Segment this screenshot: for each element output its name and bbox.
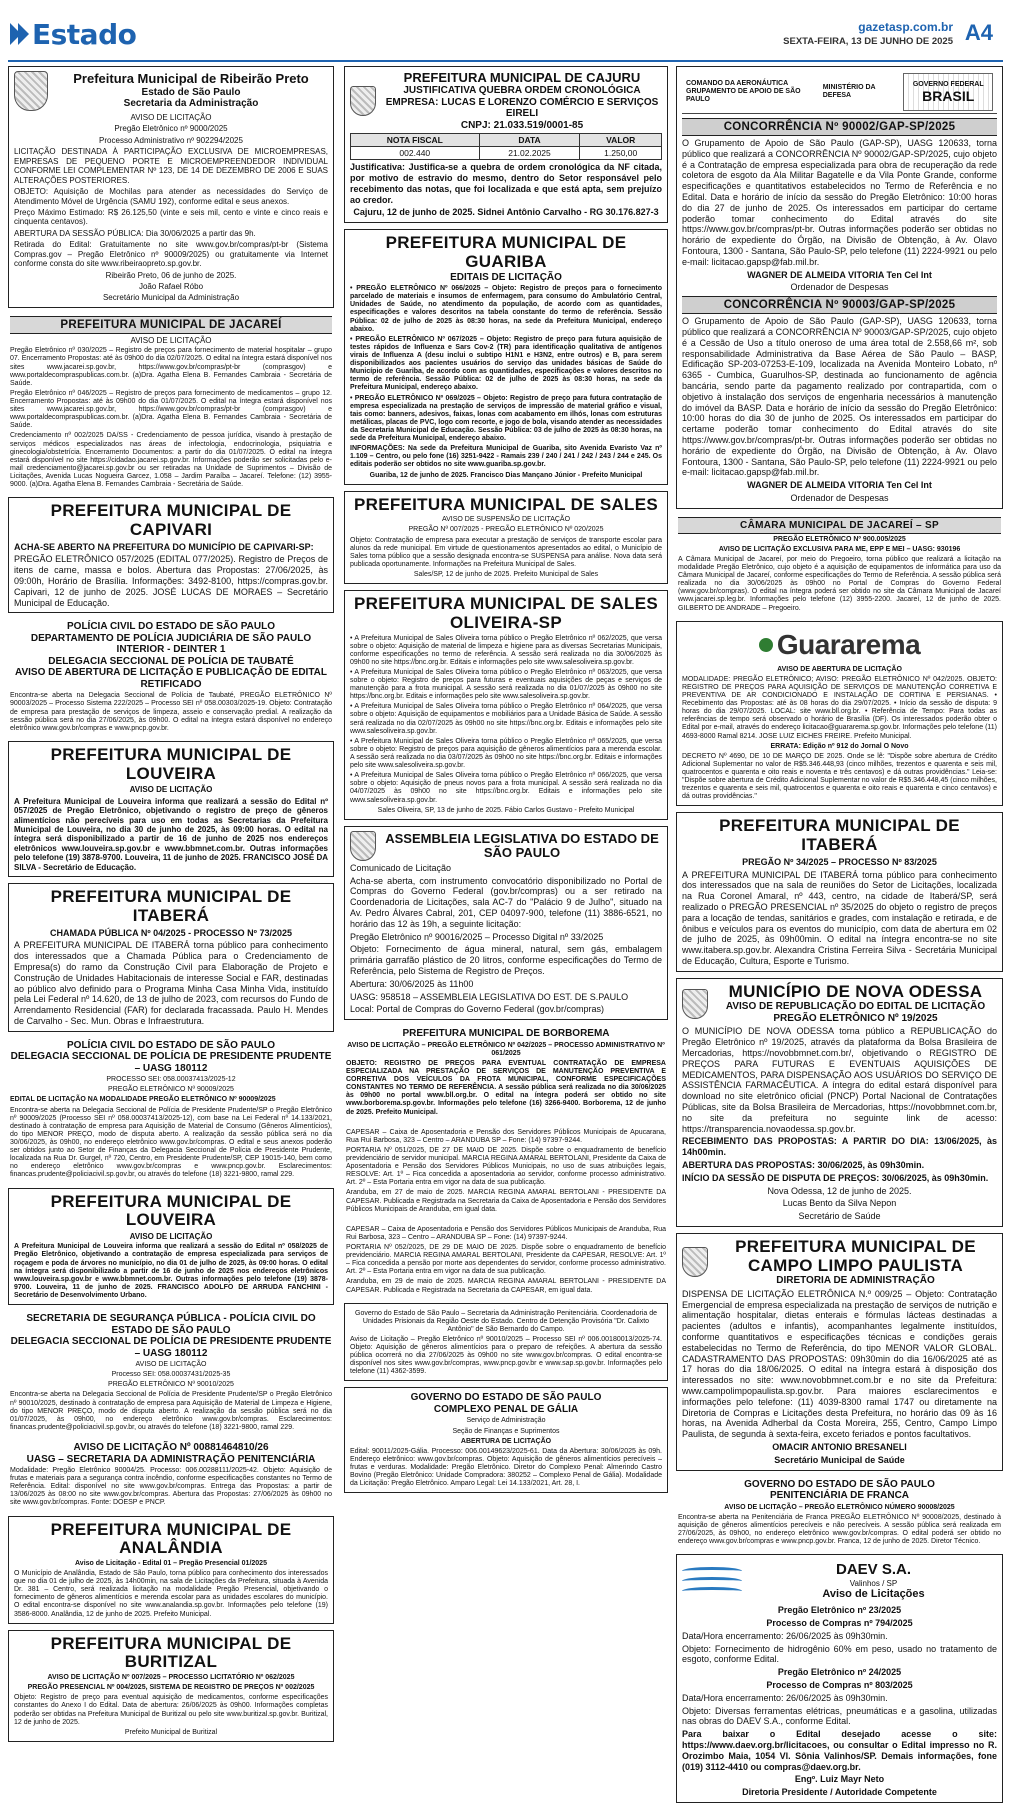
ad-complexo-galia [344,1387,668,1493]
ad-subtitle: EMPRESA: LUCAS E LORENZO COMÉRCIO E SERVIÇOS EIRELI [385,96,659,120]
column-1 [8,66,334,1748]
ad-title: POLÍCIA CIVIL DO ESTADO DE SÃO PAULO [67,621,275,633]
ad-text: Objeto: Fornecimento de hidrogênio 60% em peso, usado no tratamento de esgoto, conforme Edital. [682,1643,997,1665]
ad-text: Seção de Finanças e Suprimentos [452,1427,560,1435]
ad-title: PREFEITURA MUNICIPAL DE ANALÂNDIA [50,1519,292,1558]
ad-title: MUNICÍPIO DE NOVA ODESSA [728,981,983,1001]
ad-text: OMACIR ANTONIO BRESANELI [772,1442,907,1453]
ad-subtitle: AVISO DE LICITAÇÃO EXCLUSIVA PARA ME, EPP E MEI – UASG: 930196 [718,545,961,553]
ad-notice: AVISO DE LICITAÇÃO [129,1231,213,1241]
ad-title: PREFEITURA MUNICIPAL DE CAMPO LIMPO PAULISTA [735,1237,976,1275]
ad-text: A PREFEITURA MUNICIPAL DE ITABERÁ torna público para conhecimento dos interessados que na sala de reuniões do Setor de Licitações, localizada na Rua Coronel Amaral, nº 443, centro, na cidade de Itaberá/SP, será realizado o PREGÃO PRESENCIAL nº 35/2025 do objeto o registro de preços para a locação de tendas, sanitários e grades, com instalação e retirada, e de ônibus e veículos para os eventos do município, com data de abertura em 02 de julho de 2025, às 09h00min. O edital na íntegra encontra-se no site www.itabera.sp.gov.br. Alexandra Cristina Ferreira Silva - Secretária Municipal de Educação, Cultura, Esporte e Turismo. [682,869,997,966]
ad-subtitle: PREGÃO Nº 34/2025 – PROCESSO Nº 83/2025 [742,856,937,867]
cajuru-crest-icon [350,86,376,116]
ad-text: PREGÃO ELETRÔNICO 057/2025 (EDITAL 077/2025). Registro de Preços de itens de carne, massa e bolos. Abertura das Propostas: 27/06/2025, às 09:00h, Horário de Brasília. Informações: 3492-8100, https://compras.gov.br. Capivari, 12 de junho de 2025. JOSÉ LUCAS DE MORAES – Secretário Municipal de Educação. [14,554,328,608]
ad-guararema [676,621,1003,807]
ad-text: Processo SEI: 058.00037431/2025-35 [111,1371,231,1379]
daev-logo-icon [682,1559,742,1603]
ad-text: Local: Portal de Compras do Governo Federal (gov.br/compras) [350,1004,604,1015]
ad-text: WAGNER DE ALMEIDA VITORIA Ten Cel Int [747,269,932,280]
ad-text: Guariba, 12 de junho de 2025. Francisco Dias Mançano Júnior - Prefeito Municipal [369,471,643,479]
ad-text: Data/Hora encerramento: 26/06/2025 às 09h30min. [682,1630,888,1641]
ad-penitenciaria [8,1440,334,1510]
ad-subtitle: Pregão Eletrônico nº 24/2025 [777,1667,902,1678]
ad-title: PREFEITURA MUNICIPAL DE SALES [353,494,659,514]
ad-title: CONCORRÊNCIA Nº 90003/GAP-SP/2025 [682,296,997,314]
table-cell: 21.02.2025 [479,147,580,160]
ad-subtitle: COMPLEXO PENAL DE GÁLIA [433,1403,579,1415]
ad-notice: AVISO DE LICITAÇÃO [130,113,212,122]
masthead [0,0,1011,58]
ad-capivari [8,497,334,613]
ad-itabera-1 [8,883,334,1032]
ad-subtitle: AVISO DE REPUBLICAÇÃO DO EDITAL DE LICITAÇÃO [725,1001,986,1013]
ad-louveira-2 [8,1188,334,1306]
ad-title: ASSEMBLEIA LEGISLATIVA DO ESTADO DE SÃO PAULO [385,830,659,860]
ad-text: A Prefeitura Municipal de Louveira informa que realizará a sessão do Edital nº 057/2025 de Pregão Eletrônico, objetivando o registro de preço de gêneros alimentícios não perecíveis para uso em todas as Secretarias da Prefeitura Municipal de Louveira, no dia 30 de junho de 2025, às 09:00 horas. O edital na íntegra será disponibilizado a partir de 16 de junho de 2025 nos endereços eletrônicos www.louveira.sp.gov.br e www.bbmnet.com.br. Outras informações pelo telefone (19) 3878-9700. Louveira, 11 de junho de 2025. FRANCISCO JOSÉ DA SILVA - Secretário de Educação. [14,796,328,872]
ad-text: Edital: 90011/2025-Gália. Processo: 006.00149623/2025-61. Data da Abertura: 30/06/2025 às 09h. Endereço eletrônico: www.gov.br/compras. Objeto: Aquisição de gêneros alimentícios perecíveis – frutas e verduras. Modalidade: Pregão Eletrônico. Diretor do Complexo Penal: Almerindo Castro Bovino (Pregão Eletrônico: Unidade Compradora: 380252 – Complexo Penal de Gália). Modalidade da Licitação: Pregão Eletrônico. Amparo Legal: Lei 14.133/2021, Art. 28, I. [350,1447,662,1488]
ad-text: Aviso de Licitação – Pregão Eletrônico nº 90010/2025 – Processo SEI nº 006.00180013/2025-74. Objeto: Aquisição de gêneros alimentícios para o preparo de refeições. A abertura da sessão pública ocorrerá no dia 27/06/2025 às 09h00 no site www.gov.br/compras. O edital encontra-se disponível nos sites www.gov.br/compras, www.pncp.gov.br e www.sap.sp.gov.br. Informações pelo telefone (11) 4362-3599. [350,1335,662,1376]
ad-subtitle: Secretaria da Administração [123,98,259,110]
ad-text: • A Prefeitura Municipal de Sales Oliveira torna público o Pregão Eletrônico nº 065/2025, que versa sobre o objeto: Registro de preços para aquisição de gêneros alimentícios para a merenda escolar. A sessão será realizada no dia 03/07/2025 às 09h00 no site https://bnc.org.br. Editais e informações pelo site www.salesoliveira.sp.gov.br. [350,737,662,770]
ad-subtitle: Pregão Eletrônico nº 23/2025 [777,1605,902,1616]
ad-text: Preço Máximo Estimado: R$ 26.125,50 (vinte e seis mil, cento e vinte e cinco reais e cinquenta centavos). [14,207,328,227]
ad-title: GOVERNO DO ESTADO DE SÃO PAULO [744,1478,935,1490]
ad-text: EDITAL DE LICITAÇÃO NA MODALIDADE PREGÃO ELETRÔNICO Nº 90009/2025 [10,1096,276,1104]
ad-title: Prefeitura Municipal de Ribeirão Preto [73,71,309,87]
ad-text: Diretoria Presidente / Autoridade Competente [742,1787,937,1798]
ad-text: INFORMAÇÕES: Na sede da Prefeitura Municipal de Guariba, sito Avenida Evaristo Vaz nº 1.109 – Centro, ou pelo fone (16) 3251-9422 - Ramais 239 / 240 / 241 / 242 / 243 / 244 e 245. Os editais poderão ser obtidos no site www.guariba.sp.gov.br. [350,445,662,469]
ad-text: O Município de Analândia, Estado de São Paulo, torna público para conhecimento dos interessados que no dia 01 de julho de 2025, às 14h00min, na sala de Licitações da Prefeitura, situada à Avenida Dr. 381 – Centro, será realizada licitação na modalidade Pregão Presencial, objetivando o fornecimento de gêneros alimentícios e merenda escolar para as unidades escolares do município. O edital encontra-se disponível no site www.analandia.sp.gov.br. Informações pelo telefone (19) 3586-8000. Analândia, 12 de junho de 2025. Prefeito Municipal. [14,1570,328,1618]
ad-text: Encontra-se aberta na Penitenciária de Franca PREGÃO ELETRÔNICO Nº 90008/2025, destinado à aquisição de gêneros alimentícios perecíveis e não perecíveis. A sessão pública será realizada em 27/06/2025, às 09h00, no endereço eletrônico www.gov.br/compras. O edital poderá ser obtido no endereço www.gov.br/compras e www.pncp.gov.br. Franca, 12 de junho de 2025. Diretor Técnico. [678,1513,1001,1546]
ad-text: Objeto: Contratação de empresa para executar a prestação de serviços de transporte escolar para alunos da rede municipal. Em virtude de questionamentos apresentados ao edital, o Município de Sales torna público que a sessão designada encontra-se SUSPENSA para análise. Nova data será publicada oportunamente. Informações na Prefeitura Municipal de Sales. [350,536,662,568]
ad-subtitle: DELEGACIA SECCIONAL DE POLÍCIA DE PRESIDENTE PRUDENTE – UASG 180112 [10,1051,332,1074]
ad-text: • A Prefeitura Municipal de Sales Oliveira torna público o Pregão Eletrônico nº 066/2025, que versa sobre o objeto: Aquisição de pneus novos para a frota municipal. A sessão será realizada no dia 04/07/2025 às 09h00 no site https://bnc.org.br. Editais e informações pelo site www.salesoliveira.sp.gov.br. [350,772,662,804]
ad-subtitle: PREGÃO ELETRÔNICO Nº 900.005/2025 [773,535,906,543]
ad-title: PREFEITURA MUNICIPAL DE LOUVEIRA [50,744,292,783]
defesa-logos [682,71,997,114]
ad-subtitle: AVISO DE LICITAÇÃO – PREGÃO ELETRÔNICO NÚMERO 90008/2025 [724,1503,955,1511]
ad-capesar-2 [344,1222,668,1297]
ad-text: ABERTURA DAS PROPOSTAS: 30/06/2025, às 09h30min. [682,1160,925,1171]
ad-text: O Grupamento de Apoio de São Paulo (GAP-SP), UASG 120633, torna público que realizará a CONCORRÊNCIA Nº 90002/GAP-SP/2025, cujo objeto é a Contratação de empresa especializada para obra de recuperação da rede coletora de esgoto da Ala Militar Bagatelle e da Vila Ponte Grande, conforme especificações e quantitativos estabelecidos no Termo de Referência e no Edital. Data e horário de início da sessão do Pregão Eletrônico: 10:00 horas do dia 27 de junho de 2025. Os interessados em participar do certame poderão tomar conhecimento do Edital através do site https://www.gov.br/compras/pt-br. Outras informações poderão ser obtidas no horário de expediente do Órgão, na Divisão de Obtenção, à Av. Olavo Fontoura, 1300 - Santana, São Paulo-SP, pelo telefone (11) 2224-9921 ou pelo e-mail: licitacao.gapsp@fab.mil.br. [682,138,997,267]
ad-text: Encontra-se aberta na Delegacia Seccional de Polícia de Presidente Prudente/SP o Pregão Eletrônico nº 90010/2025, destinado à contratação de empresa para Aquisição de Material de Limpeza e Higiene, do tipo MENOR PREÇO, modo de disputa aberto. A realização da sessão pública será no dia 01/07/2025, às 09h00, no endereço eletrônico www.gov.br/compras. Esclarecimentos: financas.prudente@policiacivil.sp.gov.br, ou através do telefone (18) 3221-9800, ramal 229. [10,1391,332,1431]
ad-text: Para baixar o Edital desejado acesse o site: https://www.daev.org.br/licitacoes, ou consultar o Edital impresso no R. Orozimbo Maia, 1054 Vl. Sônia Valinhos/SP. Demais informações, fone (019) 3112-4410 ou compras@daev.org.br. [682,1729,997,1772]
ad-subtitle: UASG – SECRETARIA DA ADMINISTRAÇÃO PENITENCIÁRIA [26,1453,316,1465]
campo-limpo-crest-icon [682,1247,708,1277]
section-flag [10,18,136,50]
ad-text: Justificativa: Justifica-se a quebra de ordem cronológica da NF citada, por motivo de estravio do mesmo, dentro do Setor responsável pelo recebimento das notas, que foi localizada e que está apta, sem prejuízo ao credor. [350,162,662,205]
ad-presidente-prudente-2 [8,1311,334,1434]
ad-text: Data/Hora encerramento: 26/06/2025 às 09h30min. [682,1692,888,1703]
ad-cajuru [344,66,668,223]
ad-text: Cajuru, 12 de junho de 2025. Sidnei Antônio Carvalho - RG 30.176.827-3 [353,207,659,218]
governo-federal-logo-icon: GOVERNO FEDERAL BRASIL [903,73,993,111]
ad-sales [344,491,668,584]
ad-buritizal [8,1630,334,1742]
table-header: DATA [479,134,580,147]
ad-subtitle: Valinhos / SP [849,1578,898,1588]
ad-camara-jacarei [676,515,1003,615]
ad-subtitle: CNPJ: 21.033.519/0001-85 [460,119,584,131]
ad-subtitle: AVISO DE ABERTURA DE LICITAÇÃO E PUBLICAÇÃO DE EDITAL RETIFICADO [14,667,328,690]
ad-text: • A Prefeitura Municipal de Sales Oliveira torna público o Pregão Eletrônico nº 064/2025, que versa sobre o objeto: Aquisição de equipamentos e mobiliários para a Unidade Básica de Saúde. A sessão será realizada no dia 02/07/2025 às 09h00 no site https://bnc.org.br. Editais e informações pelo site www.salesoliveira.sp.gov.br. [350,703,662,735]
ad-notice: AVISO DE LICITAÇÃO [130,335,212,345]
ad-text: Modalidade: Pregão Eletrônico 90004/25. Processo: 006.00288111/2025-42. Objeto: Aquisição de frutas e materiais para a segurança contra incêndio, conforme especificações constantes no Termo de Referência. Edital: disponível no site www.gov.br/compras. Entrega das Propostas: a partir de 13/06/2025 às 08:00 no site www.gov.br/compras. Abertura das Propostas: 27/06/2025 às 09h00 no site www.gov.br/compras. Fonte: DOESP e PNCP. [10,1467,332,1507]
ad-notice: AVISO DE ABERTURA DE LICITAÇÃO [777,665,902,673]
ad-text: A Prefeitura Municipal de Louveira informa que realizará a sessão do Edital nº 058/2025 de Pregão Eletrônico, objetivando a contratação de empresa especializada para serviços de roçagem e poda de árvores no município, no dia 01 de julho de 2025, às 09:00 horas. O edital na íntegra será disponibilizado a partir de 16 de junho de 2025 nos endereços eletrônicos www.louveira.sp.gov.br e www.bbmnet.com.br. Outras informações pelo telefone (19) 3878-9700. Louveira, 11 de junho de 2025. FRANCISCO ADOLFO DE ARRUDA FANCHINI - Secretário de Desenvolvimento Urbano. [14,1243,328,1300]
ad-title: POLÍCIA CIVIL DO ESTADO DE SÃO PAULO [67,1039,275,1051]
ad-subtitle: Processo de Compras nº 794/2025 [766,1617,913,1628]
ad-ribeirao-preto [8,66,334,308]
ad-presidente-prudente-1 [8,1038,334,1182]
ad-subtitle: PREGÃO ELETRÔNICO Nº 19/2025 [773,1012,938,1024]
ad-title: PREFEITURA MUNICIPAL DE BORBOREMA [402,1028,610,1040]
ad-subtitle: EDITAIS DE LICITAÇÃO [450,271,562,283]
ad-daev [676,1554,1003,1803]
org-name: MINISTÉRIO DA DEFESA [822,84,876,99]
column-2 [344,66,668,1499]
ad-notice: AVISO DE LICITAÇÃO [129,785,213,795]
ad-subtitle: ERRATA: Edição nº 912 do Jornal O Novo [770,742,909,750]
ad-guariba [344,229,668,484]
ad-text: Acha-se aberta, com instrumento convocatório disponibilizado no Portal de Compras do Governo Federal (gov.br/compras) ou a ser retirado na Coordenadoria de Licitações, sala AC-7 do "Palácio 9 de Julho", situado na Av. Pedro Álvares Cabral, 201, CEP 04097-900, telefone (11) 3886-6521, no horário das 12 às 19h, a seguinte licitação: [350,875,662,929]
ad-assembleia [344,826,668,1020]
ad-text: Ribeirão Preto, 06 de junho de 2025. [105,270,237,280]
ad-title: PREFEITURA MUNICIPAL DE ITABERÁ [719,816,960,855]
ad-text: ABERTURA DA SESSÃO PÚBLICA: Dia 30/06/2025 a partir das 9h. [14,228,256,238]
ad-subtitle: PREGÃO Nº 007/2025 - PREGÃO ELETRÔNICO Nº 020/2025 [408,526,604,534]
ad-text: Comunicado de Licitação [350,862,452,873]
ad-text: O Grupamento de Apoio de São Paulo (GAP-SP), UASG 120633, torna público que realizará a CONCORRÊNCIA Nº 90003/GAP-SP/2025, cujo objeto é a Cessão de Uso a título oneroso de uma área total de 2.558,66 m², sob responsabilidade Administrativa da Base Aérea de São Paulo – BASP, Edificação SP-203-07253-E-109, localizada na Avenida Monteiro Lobato, nº 6365 - Cumbica, Guarulhos-SP, destinada ao funcionamento de agência bancária, sendo parte da pagamento realizado por contrapartida, com o objetivo à instalação dos serviços de engenharia necessários à manutenção do imóvel da BASP. Data e horário de início da sessão do Pregão Eletrônico: 10:00 horas do dia 30 de junho de 2025. Os interessados em participar do certame poderão tomar conhecimento do Edital através do site https://www.gov.br/compras/pt-br. Outras informações poderão ser obtidas no horário de expediente do Órgão, na Divisão de Obtenção, à Av. Olavo Fontoura, 1300 - Santana, São Paulo-SP, pelo telefone (11) 2224-9921 ou pelo e-mail: licitacao.gapsp@fab.mil.br. [682,316,997,478]
ad-itabera-2 [676,812,1003,971]
ad-title: PREFEITURA MUNICIPAL DE ITABERÁ [50,887,292,925]
ad-policia-taubate [8,619,334,735]
ad-text: PREGÃO ELETRÔNICO Nº 90010/2025 [108,1381,234,1389]
ad-text: INÍCIO DA SESSÃO DE DISPUTA DE PREÇOS: 30/06/2025, às 09h30min. [682,1172,989,1183]
ad-text: UASG: 958518 – ASSEMBLEIA LEGISLATIVA DO EST. DE S.PAULO [350,991,629,1002]
site-url[interactable]: gazetasp.com.br [858,20,953,34]
ad-text: A Câmara Municipal de Jacareí, por meio do Pregoeiro, torna público que realizará a licitação na modalidade Pregão Eletrônico, cujo objeto é a aquisição de equipamentos de informática para uso da Câmara Municipal de Jacareí, conforme especificações do Termo de Referência. A sessão pública será realizada no dia 30/06/2025 às 09h00 no Portal de Compras do Governo Federal (www.gov.br/compras). O edital na íntegra poderá ser obtido no site da Câmara Municipal de Jacareí www.jacarei.sp.leg.br. Informações pelo telefone (12) 3955-2200. Jacareí, 12 de junho de 2025. GILBERTO DE ANDRADE – Pregoeiro. [678,555,1001,612]
ad-cdp-sao-bernardo [344,1303,668,1382]
ad-title: PREFEITURA MUNICIPAL DE CAJURU [403,70,641,85]
ad-notice: AVISO DE LICITAÇÃO [135,1361,207,1369]
ad-text: • PREGÃO ELETRÔNICO Nº 069/2025 – Objeto: Registro de preço para futura contratação de empresa especializada na prestação de serviços de impressão de material gráfico e visual, tais como: banners, adesivos, faixas, lonas com acabamento em ilhós, lonas com estruturas metálicas, placas de PVC, logo com recorte, e jogo de bola, visando atender as necessidades da Secretaria Municipal de Educação. Sessão Pública: 03 de julho de 2025 às 08:30 horas, na sede da Prefeitura Municipal, endereço abaixo. [350,394,662,443]
ad-subtitle: Processo de Compras nº 803/2025 [766,1679,913,1690]
ad-text: PROCESSO SEI: 058.00037413/2025-12 [106,1076,236,1084]
ad-subtitle: PREGÃO PRESENCIAL Nº 004/2025, SISTEMA DE REGISTRO DE PREÇOS Nº 002/2025 [27,1684,315,1692]
ribeirao-crest-icon [14,71,48,111]
ad-text: Aranduba, em 27 de maio de 2025. MARCIA REGINA AMARAL BERTOLANI - PRESIDENTE DA CAPESAR. Publicada e Registrada na Secretaria da Caixa de Aposentadoria e Pensão dos Servidores Públicos Municipais de Aranduba, em igual data. [346,1189,666,1213]
ad-notice: Aviso de Licitações [822,1587,925,1600]
ad-title: CONCORRÊNCIA Nº 90002/GAP-SP/2025 [682,118,997,136]
ad-borborema [344,1026,668,1118]
ad-text: Credenciamento nº 002/2025 DA/SS - Credenciamento de pessoa jurídica, visando à prestação de serviços médicos especializados nas áreas de infectologia, endocrinologia, psiquiatria e ginecologia/obstetrícia. Encerramento Documentos: a partir do dia 01/07/2025. O edital na íntegra estará disponível no site https://cidadao.jacarei.sp.gov.br. Informações poderão ser solicitadas pelo e-mail credenciamento@jacarei.sp.gov.br ou ser retiradas na Unidade de Suprimentos – Divisão de Licitações, Avenida Lucas Nogueira Garcez, 1.058 – Jardim Paraíba – Jacareí. Telefone: (12) 3955-9000. (a)Dra. Agatha Elena B. Fernandes Cambraia - Secretária de Saúde. [10,432,332,489]
ad-text: Nova Odessa, 12 de junho de 2025. [767,1185,912,1196]
ad-subtitle: PENITENCIÁRIA DE FRANCA [769,1490,910,1502]
ad-title: PREFEITURA MUNICIPAL DE LOUVEIRA [50,1191,292,1230]
ad-capesar-1 [344,1125,668,1216]
issue-date: SEXTA-FEIRA, 13 DE JUNHO DE 2025 [783,36,953,47]
table-row [351,147,662,160]
ad-defesa-gapsp [676,66,1003,509]
ad-title: CÂMARA MUNICIPAL DE JACAREÍ – SP [678,517,1001,534]
ad-text: LICITAÇÃO DESTINADA À PARTICIPAÇÃO EXCLUSIVA DE MICROEMPRESAS, EMPRESAS DE PEQUENO PORTE E MICROEMPREENDEDOR INDIVIDUAL CONFORME LEI COMPLEMENTAR Nº 123, DE 14 DE DEZEMBRO DE 2006 E SUAS ALTERAÇÕES POSTERIORES. [14,147,328,185]
ad-subtitle: AVISO DE LICITAÇÃO – PREGÃO ELETRÔNICO Nº 042/2025 – PROCESSO ADMINISTRATIVO Nº 061/2025 [347,1041,665,1057]
ad-analandia [8,1516,334,1624]
ad-text: Encontra-se aberta na Delegacia Seccional de Polícia de Taubaté, PREGÃO ELETRÔNICO Nº 90003/2025 – Processo Sistema 222/2025 – Processo SEI nº 058.00303/2025-19. Objeto: Contratação de empresa para prestação de serviços de limpeza, asseio e conservação predial. A realização da sessão pública será no dia 27/06/2025, às 09h00. O edital na íntegra estará disponível no endereço eletrônico www.gov.br/compras e www.pncp.gov.br. [10,692,332,732]
ad-louveira-1 [8,741,334,877]
ad-text: Aranduba, em 29 de maio de 2025. MARCIA REGINA AMARAL BERTOLANI - PRESIDENTE DA CAPESAR. Publicada e Registrada na Secretaria da CAPESAR, em igual data. [346,1278,666,1294]
table-cell: 1.250,00 [580,147,662,160]
ad-text: PORTARIA Nº 051/2025, DE 27 DE MAIO DE 2025. Dispõe sobre o enquadramento de benefício previdenciário de servidor municipal. MARCIA REGINA AMARAL BERTOLANI, Presidente da Caixa de Aposentadoria e Pensão dos Servidores Públicos Municipais, no uso de suas atribuições legais, RESOLVE: Art. 1º – Fica concedida a aposentadoria ao servidor, conforme processo administrativo. Art. 2º – Esta Portaria entra em vigor na data de sua publicação. [346,1146,666,1187]
column-3 [676,66,1003,1809]
ad-text: • PREGÃO ELETRÔNICO Nº 067/2025 – Objeto: Registro de preço para futura aquisição de testes rápidos de Influenza e Sars Cov-2 (TR) para identificação qualitativa de antígenos virais de Influenza A (desu inclui o subtipo H1N1 e H3N2, entre outros) e B, para serem disponibilizados aos pacientes usuários do serviço das unidades básicas de Saúde do Município de Guariba, de acordo com as quantidades, especificações e valores descritos no termo de referência. Sessão Pública: 02 de julho de 2025 às 08:30 horas, na sede da Prefeitura Municipal, endereço abaixo. [350,335,662,392]
section-title: Estado [32,17,137,51]
ad-text: João Rafael Róbo [138,282,204,291]
ad-text: Secretário de Saúde [798,1211,881,1222]
ad-text: Governo do Estado de São Paulo – Secretaria da Administração Penitenciária. Coordenadoria de Unidades Prisionais da Região Oeste do Estado. Centro de Detenção Provisória "Dr. Calixto Antônio" de São Bernardo do Campo. [355,1309,657,1333]
ad-text: Objeto: Fornecimento de água mineral, natural, sem gás, embalagem primária garrafão plástico de 20 litros, conforme especificações do Termo de Referência, pelo Sistema de Registro de Preços. [350,944,662,976]
ad-campo-limpo [676,1233,1003,1471]
ad-text: Engº. Luiz Mayr Neto [794,1774,885,1785]
ad-sales-oliveira [344,590,668,820]
ad-text: Pregão Eletrônico nº 030/2025 – Registro de preços para fornecimento de material hospitalar – grupo 07. Encerramento Propostas: até às 09h00 do dia 02/07/2025. O edital na íntegra estará disponível nos sites www.jacarei.sp.gov.br, https://www.gov.br/compras/pt-br (comprasgov) e www.portaldecompraspublicas.com.br. (a)Dra. Agatha Elena B. Fernandes Cambraia - Secretária de Saúde. [10,347,332,387]
ad-penitenciaria-franca [676,1477,1003,1549]
ad-text: Abertura: 30/06/2025 às 11h00 [350,978,474,989]
ad-subtitle: JUSTIFICATIVA QUEBRA ORDEM CRONOLÓGICA [403,85,641,97]
ad-title: PREFEITURA MUNICIPAL DE SALES OLIVEIRA-SP [353,594,659,632]
ad-title: GOVERNO DO ESTADO DE SÃO PAULO [410,1392,602,1404]
ad-text: CAPESAR – Caixa de Aposentadoria e Pensão dos Servidores Públicos Municipais de Aranduba, Rua Rui Barbosa, 323 – Centro – ARANDUBA SP – Fone: (14) 97397-9244. [346,1225,666,1241]
guararema-logo-icon: Guararema [682,626,997,664]
ad-subtitle: Estado de São Paulo [141,86,241,98]
ad-text: Objeto: Diversas ferramentas elétricas, pneumáticas e a gasolina, utilizadas nas obras do DAEV S.A., conforme Edital. [682,1705,997,1727]
ad-text: Pregão Eletrônico nº 046/2025 – Registro de preços para fornecimento de medicamentos – grupo 12. Encerramento Propostas: até às 09h00 do dia 01/07/2025. O edital na íntegra estará disponível nos sites www.jacarei.sp.gov.br, https://www.gov.br/compras/pt-br (comprasgov) e www.portaldecompraspublicas.com.br. (a)Dra. Agatha Elena B. Fernandes Cambraia - Secretária de Saúde. [10,389,332,430]
table-cell: 002.440 [351,147,480,160]
ad-text: Secretário Municipal da Administração [102,293,240,303]
ad-subtitle: CHAMADA PÚBLICA Nº 04/2025 - PROCESSO Nº 73/2025 [50,927,292,938]
ad-text: WAGNER DE ALMEIDA VITORIA Ten Cel Int [747,480,932,491]
ad-subtitle: DEPARTAMENTO DE POLÍCIA JUDICIÁRIA DE SÃO PAULO INTERIOR - DEINTER 1 [30,632,312,656]
ad-title: AVISO DE LICITAÇÃO Nº 00881464810/26 [73,1442,269,1453]
header-rule [8,60,1003,62]
ad-text: Sales/SP, 12 de junho de 2025. Prefeito Municipal de Sales [413,571,599,579]
ad-text: Ordenador de Despesas [790,282,889,293]
ad-text: OBJETO: REGISTRO DE PREÇOS PARA EVENTUAL CONTRATAÇÃO DE EMPRESA ESPECIALIZADA NA PRESTAÇÃO DE SERVIÇOS DE MANUTENÇÃO PREVENTIVA E CORRETIVA DOS VEÍCULOS DA FROTA MUNICIPAL, CONFORME ESPECIFICAÇÕES CONSTANTES NO TERMO DE REFERÊNCIA. A sessão pública será realizada no dia 30/06/2025 às 09h00 no portal www.bll.org.br. O edital na íntegra poderá ser obtido no site www.borborema.sp.gov.br. Informações pelo telefone (16) 3266-9400. Borborema, 12 de junho de 2025. Prefeito Municipal. [346,1059,666,1116]
ad-text: PREGÃO ELETRÔNICO Nº 90009/2025 [108,1086,234,1094]
ad-subtitle: AVISO DE SUSPENSÃO DE LICITAÇÃO [441,516,571,524]
ad-text: Objeto: Registro de preço para eventual aquisição de medicamentos, conforme especificações constantes do Anexo I do Edital. Data de abertura: 26/06/2025 às 09h00. Informações completas poderão ser obtidas na Prefeitura Municipal de Buritizal ou pelo site www.buritizal.sp.gov.br. Buritizal, 12 de junho de 2025. [14,1694,328,1726]
ad-text: Ordenador de Despesas [790,492,889,503]
ad-text: O MUNICÍPIO DE NOVA ODESSA torna público a REPUBLICAÇÃO do Pregão Eletrônico nº 19/2025, através da plataforma da Bolsa Brasileira de Mercadorias, https://novobbmnet.com.br/, objetivando o REGISTRO DE PREÇOS PARA FUTURAS E EVENTUAIS AQUISIÇÕES DE MEDICAMENTOS, PARA DISPENSAÇÃO AOS USUÁRIOS DO SERVIÇO DE ASSISTÊNCIA FARMACÊUTICA. A íntegra do edital estará disponível para download no site eletrônico oficial (PNCP) Portal Nacional de Contratações Públicas, site da Bolsa Brasileira de Mercadorias, https://novobbmnet.com.br, no site da prefeitura no seguinte link de acesso: https://transparencia.novaodessa.sp.gov.br. [682,1026,997,1134]
alesp-crest-icon [350,831,376,861]
ad-text: Lucas Bento da Silva Nepon [782,1198,897,1209]
ad-text: Secretário Municipal de Saúde [774,1454,905,1465]
ad-text: Retirada do Edital: Gratuitamente no site www.gov.br/compras/pt-br (Sistema Compras.gov – Pregão Eletrônico nº 90009/2025) ou gratuitamente via Internet conforme consta do site www.ribeiraopreto.sp.gov.br. [14,240,328,269]
ad-title: PREFEITURA MUNICIPAL DE JACAREÍ [10,316,332,334]
ad-text: OBJETO: Aquisição de Mochilas para atender as necessidades do Serviço de Atendimento Móvel de Urgência (SAMU 192), conforme edital e seus anexos. [14,187,328,206]
ad-title: SECRETARIA DE SEGURANÇA PÚBLICA - POLÍCIA CIVIL DO ESTADO DE SÃO PAULO [26,1313,316,1336]
ad-subtitle: AVISO DE LICITAÇÃO Nº 007/2025 – PROCESSO LICITATÓRIO Nº 062/2025 [47,1674,295,1682]
ad-text: Encontra-se aberta na Delegacia Seccional de Polícia de Presidente Prudente/SP o Pregão Eletrônico nº 90009/2025 (Processo SEI nº 058.00037413/2025-12), com base na Lei Federal nº 14.133/2021, destinado à contratação de empresa para Aquisição de Material de Consumo (Gêneros Alimentícios), do tipo MENOR PREÇO, modo de disputa aberto. A realização da sessão pública será no dia 30/06/2025, às 09h00, no endereço eletrônico www.gov.br/compras. O edital e seus anexos poderão ser obtidos junto ao Setor de Finanças da Delegacia Seccional de Polícia de Presidente Prudente, localizada na Rua Dr. Gurgel, nº 720, Centro, em Presidente Prudente/SP, CEP 19015-140, bem como no endereço eletrônico www.gov.br/compras e www.pncp.gov.br. Esclarecimentos: financas.prudente@policiacivil.sp.gov.br, ou através do telefone (18) 3221-9800, ramal 229. [10,1106,332,1179]
ad-title: PREFEITURA MUNICIPAL DE GUARIBA [385,233,627,271]
nova-odessa-crest-icon [682,989,708,1019]
ad-nova-odessa [676,978,1003,1227]
ad-subtitle: DELEGACIA SECCIONAL DE POLÍCIA DE PRESIDENTE PRUDENTE – UASG 180112 [10,1336,332,1359]
ad-text: • PREGÃO ELETRÔNICO Nº 066/2025 – Objeto: Registro de preços para o fornecimento parcelado de materiais e insumos de enfermagem, para consumo do Ambulatório Central, Unidades de Saúde, no atendimento da população, de acordo com as quantidades, especificações e valores descritos na tabela constante do termo de referência. Sessão Pública: 02 de julho de 2025 às 08:30 horas, na sede da Prefeitura Municipal, endereço abaixo. [350,285,662,333]
ad-subtitle: DIRETORIA DE ADMINISTRAÇÃO [776,1275,935,1287]
org-name: COMANDO DA AERONÁUTICA [686,80,789,88]
table-header: NOTA FISCAL [351,134,480,147]
ad-subtitle: Aviso de Licitação - Edital 01 – Pregão Presencial 01/2025 [75,1559,267,1567]
ad-text: • A Prefeitura Municipal de Sales Oliveira torna público o Pregão Eletrônico nº 062/2025, que versa sobre o objeto: Aquisição de material de limpeza e higiene para as diversas Secretarias Municipais, conforme especificações no termo de referência. A sessão será realizada no dia 30/06/2025 às 09h00 no site https://bnc.org.br. Editais e informações pelo site www.salesoliveira.sp.gov.br. [350,634,662,666]
invoice-table [350,133,662,160]
ad-text: MODALIDADE: PREGÃO ELETRÔNICO; AVISO: PREGÃO ELETRÔNICO Nº 042/2025. OBJETO: REGISTRO DE PREÇOS PARA AQUISIÇÃO DE SERVIÇOS DE MANUTENÇÃO CORRETIVA E PREVENTIVA DE AR CONDICIONADO E INSTALAÇÃO DE CORTINA E PERSIANAS. • Recebimento das Propostas: até às 08 horas do dia 29/07/2025. • Início da sessão de disputa: 9 horas do dia 29/07/2025. LOCAL: site www.bll.org.br. • Referência de Tempo: Para todas as referências de tempo será observado o horário de Brasília (DF). Os interessados poderão obter o Edital por e-mail, através do endereço licitacao@guararema.sp.gov.br. Informações pelo telefone (11) 4693-8000 Ramal 8214. JOSE LUIZ EICHES FREIRE. Prefeito Municipal. [682,675,997,740]
ad-title: DAEV S.A. [835,1561,911,1579]
ad-text: CAPESAR – Caixa de Aposentadoria e Pensão dos Servidores Públicos Municipais de Apucarana, Rua Rui Barbosa, 323 – Centro – ARANDUBA SP – Fone: (14) 97397-9244. [346,1128,666,1144]
ad-text: Serviço de Administração [466,1417,546,1425]
ad-text: DECRETO Nº 4690, DE 10 DE MARÇO DE 2025. Onde se lê: "Dispõe sobre abertura de Crédito Adicional Suplementar no valor de R$5.346.448,93 (cinco milhões, trezentos e quarenta e seis mil, quatrocentos e quarenta e oito reais e noventa e três centavos) e dá outras providências." Leia-se: "Dispõe sobre abertura de Crédito Adicional Suplementar no valor de R$5.346.448,45 (cinco milhões, trezentos e quarenta e seis mil, quatrocentos e quarenta e oito reais e quarenta e cinco centavos) e dá outras providências." [682,752,997,801]
section-arrows-icon [10,23,26,45]
ad-text: Prefeito Municipal de Buritizal [124,1728,218,1736]
ad-text: ABERTURA DE LICITAÇÃO [460,1437,552,1445]
table-header: VALOR [580,134,662,147]
page-number: A4 [964,20,993,45]
ad-jacarei [8,314,334,491]
ad-text: PORTARIA Nº 052/2025, DE 29 DE MAIO DE 2025. Dispõe sobre o enquadramento de benefício previdenciário. MARCIA REGINA AMARAL BERTOLANI, Presidente da CAPESAR, RESOLVE: Art. 1º – Fica concedida a pensão por morte aos dependentes do servidor, conforme processo administrativo. Art. 2º – Esta Portaria entra em vigor na data de sua publicação. [346,1243,666,1276]
ad-text: Pregão Eletrônico nº 90016/2025 – Processo Digital nº 33/2025 [350,931,604,942]
ad-text: Processo Administrativo nº 902294/2025 [99,135,243,145]
ad-title: PREFEITURA MUNICIPAL DE CAPIVARI [50,501,292,539]
org-name: GRUPAMENTO DE APOIO DE SÃO PAULO [686,88,801,103]
ad-text: Pregão Eletrônico nº 9000/2025 [114,124,228,134]
ad-text: DISPENSA DE LICITAÇÃO ELETRÔNICA N.º 009/25 – Objeto: Contratação Emergencial de empresa especializada na prestação de serviços de nutrição e alimentação hospitalar, dietas enterais e fórmulas lácteas destinadas a pacientes (adultos e infantis), acompanhantes legalmente instituídos, conforme quantitativos e especificações técnicas e condições gerais estabelecidas no Termo de Referência, do tipo MENOR VALOR GLOBAL. CADASTRAMENTO DAS PROPOSTAS: 09h30min do dia 16/06/2025 até as 17 horas do dia 18/06/2025. O edital na íntegra estará à disposição dos interessados no site: www.novobbmnet.com.br e no site da Prefeitura: www.campolimpopaulista.sp.gov.br. Para maiores esclarecimentos e informações pelo telefone: (11) 4039-8300 ramal 1747 ou diretamente na Diretoria de Compras e Licitações desta Prefeitura, no horário das 09 às 16 horas, na Avenida Adherbal da Costa Moreira, 255, Centro, Campo Limpo Paulista, de segunda à sexta-feira, exceto feriados e pontos facultativos. [682,1288,997,1440]
ad-text: A PREFEITURA MUNICIPAL DE ITABERÁ torna público para conhecimento dos interessados que a Chamada Pública para o Credenciamento de Empresa(s) do ramo da Construção Civil para Elaboração de Projeto e Construção de Unidades Habitacionais de interesse Social e FAR, destinadas ao público alvo definido para o Programa Minha Casa Minha Vida, instituído pela Lei Federal nº 14.620, de 13 de julho de 2023, com recursos do Fundo de Arrendamento Residencial (FAR) for declarada fracassada. Paulo H. Mendes de Carvalho - Sec. Mun. Obras e Infraestrutura. [14,940,329,1026]
ad-notice: ACHA-SE ABERTO NA PREFEITURA DO MUNICÍPIO DE CAPIVARI-SP: [14,541,314,552]
ad-text: Sales Oliveira, SP, 13 de junho de 2025. Fábio Carlos Gustavo - Prefeito Municipal [377,806,635,814]
ad-text: RECEBIMENTO DAS PROPOSTAS: A PARTIR DO DIA: 13/06/2025, às 14h00min. [682,1136,997,1158]
ad-subtitle: DELEGACIA SECCIONAL DE POLÍCIA DE TAUBATÉ [48,655,294,667]
ad-title: PREFEITURA MUNICIPAL DE BURITIZAL [50,1633,292,1672]
ad-text: • A Prefeitura Municipal de Sales Oliveira torna público o Pregão Eletrônico nº 063/2025, que versa sobre o objeto: Registro de preços para futuras e eventuais aquisições de peças e serviços de manutenção para a frota municipal. A sessão será realizada no dia 01/07/2025 às 09h00 no site https://bnc.org.br. Editais e informações pelo site www.salesoliveira.sp.gov.br. [350,668,662,701]
